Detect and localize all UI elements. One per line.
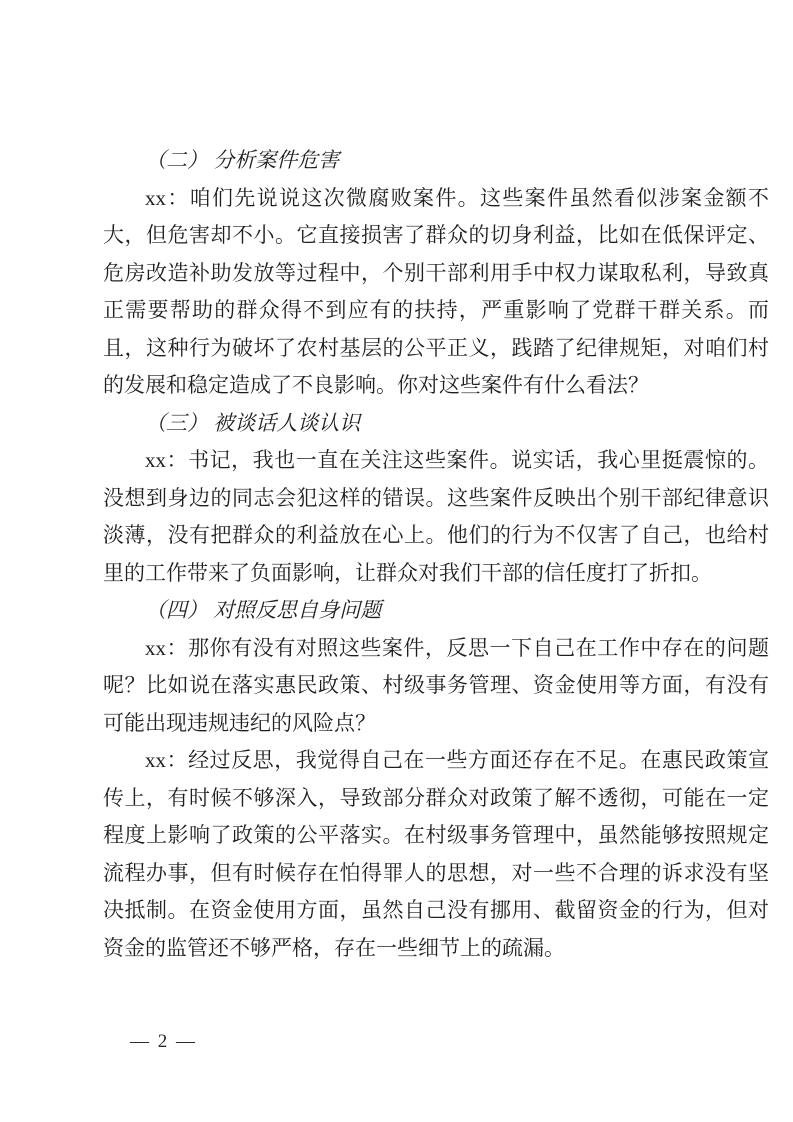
section-heading-3: （三） 被谈话人谈认识 bbox=[145, 410, 361, 435]
paragraph-self-reflection-answer: xx：经过反思，我觉得自己在一些方面还存在不足。在惠民政策宣传上，有时候不够深入，导致部分群众对政策了解不透彻，可能在一定程度上影响了政策的公平落实。在村级事务管理中，虽然能够按照规定流程办事，但有时候存在怕得罪人的思想，对一些不合理的诉求没有坚决抵制。在资金使用方面，虽然自己没有挪用、截留资金的行为，但对资金的监管还不够严格，存在一些细节上的疏漏。 bbox=[103, 748, 769, 960]
section-heading-4: （四） 对照反思自身问题 bbox=[145, 598, 382, 622]
paragraph-self-reflection-question: xx：那你有没有对照这些案件，反思一下自己在工作中存在的问题呢？比如说在落实惠民政策、村级事务管理、资金使用等方面，有没有可能出现违规违纪的风险点？ bbox=[103, 635, 769, 735]
page-number: — 2 — bbox=[130, 1031, 197, 1052]
document-content bbox=[103, 142, 769, 967]
paragraph-case-harm-analysis: xx：咱们先说说这次微腐败案件。这些案件虽然看似涉案金额不大，但危害却不小。它直接损害了群众的切身利益，比如在低保评定、危房改造补助发放等过程中，个别干部利用手中权力谋取私利，导致真正需要帮助的群众得不到应有的扶持，严重影响了党群干群关系。而且，这种行为破坏了农村基层的公平正义，践踏了纪律规矩，对咱们村的发展和稳定造成了不良影响。你对这些案件有什么看法？ bbox=[103, 185, 769, 397]
paragraph-interviewee-understanding: xx：书记，我也一直在关注这些案件。说实话，我心里挺震惊的。没想到身边的同志会犯这样的错误。这些案件反映出个别干部纪律意识淡薄，没有把群众的利益放在心上。他们的行为不仅害了自己，也给村里的工作带来了负面影响，让群众对我们干部的信任度打了折扣。 bbox=[103, 448, 769, 585]
page-footer bbox=[130, 1028, 197, 1056]
section-heading-2: （二） 分析案件危害 bbox=[145, 148, 340, 172]
